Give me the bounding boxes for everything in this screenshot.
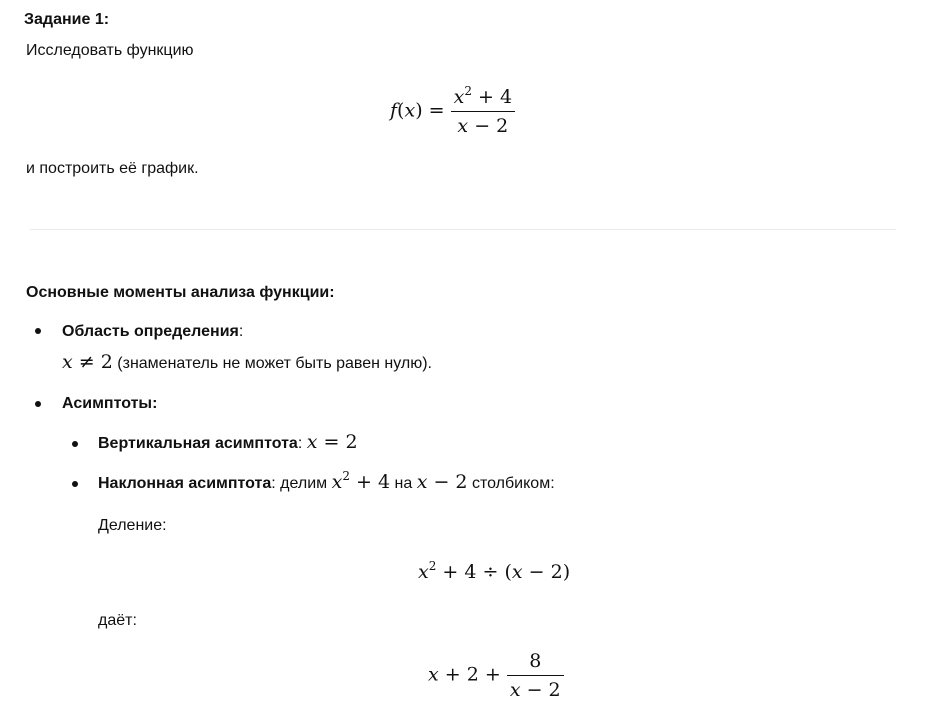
formula-fn-arg: x xyxy=(404,99,416,122)
division-label: Деление: xyxy=(98,517,167,534)
task-outro: и построить её график. xyxy=(26,160,199,177)
domain-colon: : xyxy=(238,323,244,340)
vertical-asymptote-label: Вертикальная асимптота xyxy=(98,435,298,452)
bullet-oblique xyxy=(72,481,78,487)
domain-condition: x ≠ 2 (знаменатель не может быть равен нулю). xyxy=(62,351,432,373)
division-expression: $x^2 + 4 \div (x - 2)$ xyxy=(418,559,571,583)
asymptotes-label: Асимптоты: xyxy=(62,395,158,412)
task-title: Задание 1: xyxy=(24,11,110,28)
formula-fraction xyxy=(451,86,515,137)
domain-note: (знаменатель не может быть равен нулю). xyxy=(117,355,432,372)
analysis-heading: Основные моменты анализа функции: xyxy=(26,284,335,301)
bullet-vertical xyxy=(72,441,78,447)
function-formula: f(x) = $\frac{x^2 + 4}{x - 2}$ xyxy=(390,86,515,137)
task-intro: Исследовать функцию xyxy=(26,42,194,59)
oblique-text-after: столбиком: xyxy=(471,475,555,492)
oblique-asymptote-item: Наклонная асимптота: делим $x^2 + 4$ на x − 2 столбиком: xyxy=(98,469,555,493)
formula-equals: = xyxy=(428,99,445,122)
domain-item xyxy=(62,322,243,342)
oblique-asymptote-label: Наклонная асимптота xyxy=(98,475,272,492)
result-numerator: 8 xyxy=(507,650,564,676)
vertical-asymptote-colon: : xyxy=(297,435,303,452)
section-divider xyxy=(30,229,896,230)
formula-fn-name: f xyxy=(390,99,398,122)
domain-label: Область определения xyxy=(62,323,239,340)
vertical-asymptote-item: Вертикальная асимптота: x = 2 xyxy=(98,431,358,453)
oblique-text-before: : делим xyxy=(271,475,328,492)
bullet-asymptotes xyxy=(35,401,41,407)
formula-denominator: x − 2 xyxy=(457,115,509,137)
result-fraction xyxy=(507,650,564,701)
result-expression: x + 2 + $\frac{8}{x - 2}$ xyxy=(428,650,564,701)
result-denominator: x − 2 xyxy=(509,679,561,701)
result-label: даёт: xyxy=(98,612,137,629)
bullet-domain xyxy=(35,328,41,334)
formula-numerator: $x^2 + 4$ xyxy=(451,86,515,112)
oblique-text-mid: на xyxy=(394,475,413,492)
